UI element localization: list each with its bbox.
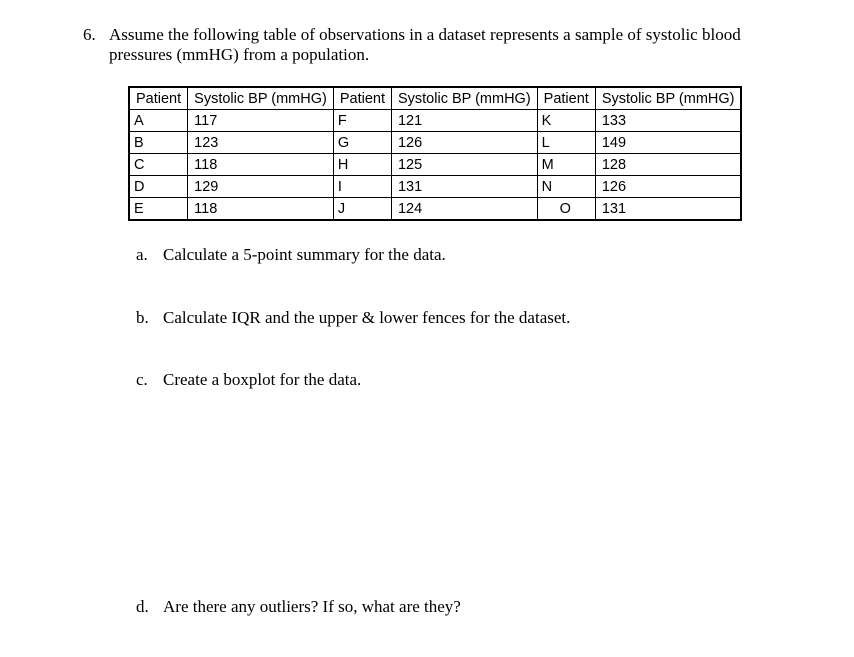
part-c-text: Create a boxplot for the data.	[163, 370, 362, 389]
table-row	[129, 154, 741, 176]
part-d	[136, 597, 461, 617]
bp-cell: 124	[391, 198, 537, 221]
header-patient-1: Patient	[129, 87, 188, 110]
patient-cell: L	[537, 132, 595, 154]
part-c	[136, 370, 361, 390]
bp-cell: 125	[391, 154, 537, 176]
patient-cell: D	[129, 176, 188, 198]
part-a-text: Calculate a 5-point summary for the data.	[163, 245, 446, 264]
bp-cell: 126	[391, 132, 537, 154]
patient-cell: H	[333, 154, 391, 176]
bp-cell: 117	[188, 110, 334, 132]
header-bp-3: Systolic BP (mmHG)	[595, 87, 741, 110]
table-row	[129, 198, 741, 221]
bp-cell: 118	[188, 154, 334, 176]
header-bp-1: Systolic BP (mmHG)	[188, 87, 334, 110]
part-b-text: Calculate IQR and the upper & lower fences for the dataset.	[163, 308, 571, 327]
bp-cell: 133	[595, 110, 741, 132]
header-patient-3: Patient	[537, 87, 595, 110]
bp-cell: 129	[188, 176, 334, 198]
table-row	[129, 110, 741, 132]
question-number: 6.	[83, 25, 96, 44]
part-d-text: Are there any outliers? If so, what are they?	[163, 597, 461, 616]
patient-cell: O	[537, 198, 595, 221]
patient-cell: N	[537, 176, 595, 198]
bp-cell: 121	[391, 110, 537, 132]
part-b	[136, 308, 570, 328]
patient-cell: F	[333, 110, 391, 132]
bp-cell: 149	[595, 132, 741, 154]
patient-cell: K	[537, 110, 595, 132]
patient-cell: C	[129, 154, 188, 176]
part-a-label: a.	[136, 245, 148, 264]
part-b-label: b.	[136, 308, 149, 327]
bp-cell: 128	[595, 154, 741, 176]
table-row	[129, 132, 741, 154]
observations-table	[128, 86, 742, 221]
question-6	[83, 25, 803, 65]
part-d-label: d.	[136, 597, 149, 616]
patient-cell: B	[129, 132, 188, 154]
question-line-2: pressures (mmHG) from a population.	[109, 45, 370, 64]
patient-cell: G	[333, 132, 391, 154]
patient-cell: A	[129, 110, 188, 132]
bp-cell: 118	[188, 198, 334, 221]
bp-cell: 131	[391, 176, 537, 198]
question-text	[109, 25, 803, 65]
patient-cell: J	[333, 198, 391, 221]
part-a	[136, 245, 446, 265]
question-line-1: Assume the following table of observations in a dataset represents a sample of systolic blood	[109, 25, 741, 44]
bp-cell: 131	[595, 198, 741, 221]
patient-cell: E	[129, 198, 188, 221]
header-bp-2: Systolic BP (mmHG)	[391, 87, 537, 110]
header-patient-2: Patient	[333, 87, 391, 110]
table-header-row	[129, 87, 741, 110]
patient-cell: I	[333, 176, 391, 198]
bp-cell: 126	[595, 176, 741, 198]
table-row	[129, 176, 741, 198]
part-c-label: c.	[136, 370, 148, 389]
patient-cell: M	[537, 154, 595, 176]
bp-cell: 123	[188, 132, 334, 154]
